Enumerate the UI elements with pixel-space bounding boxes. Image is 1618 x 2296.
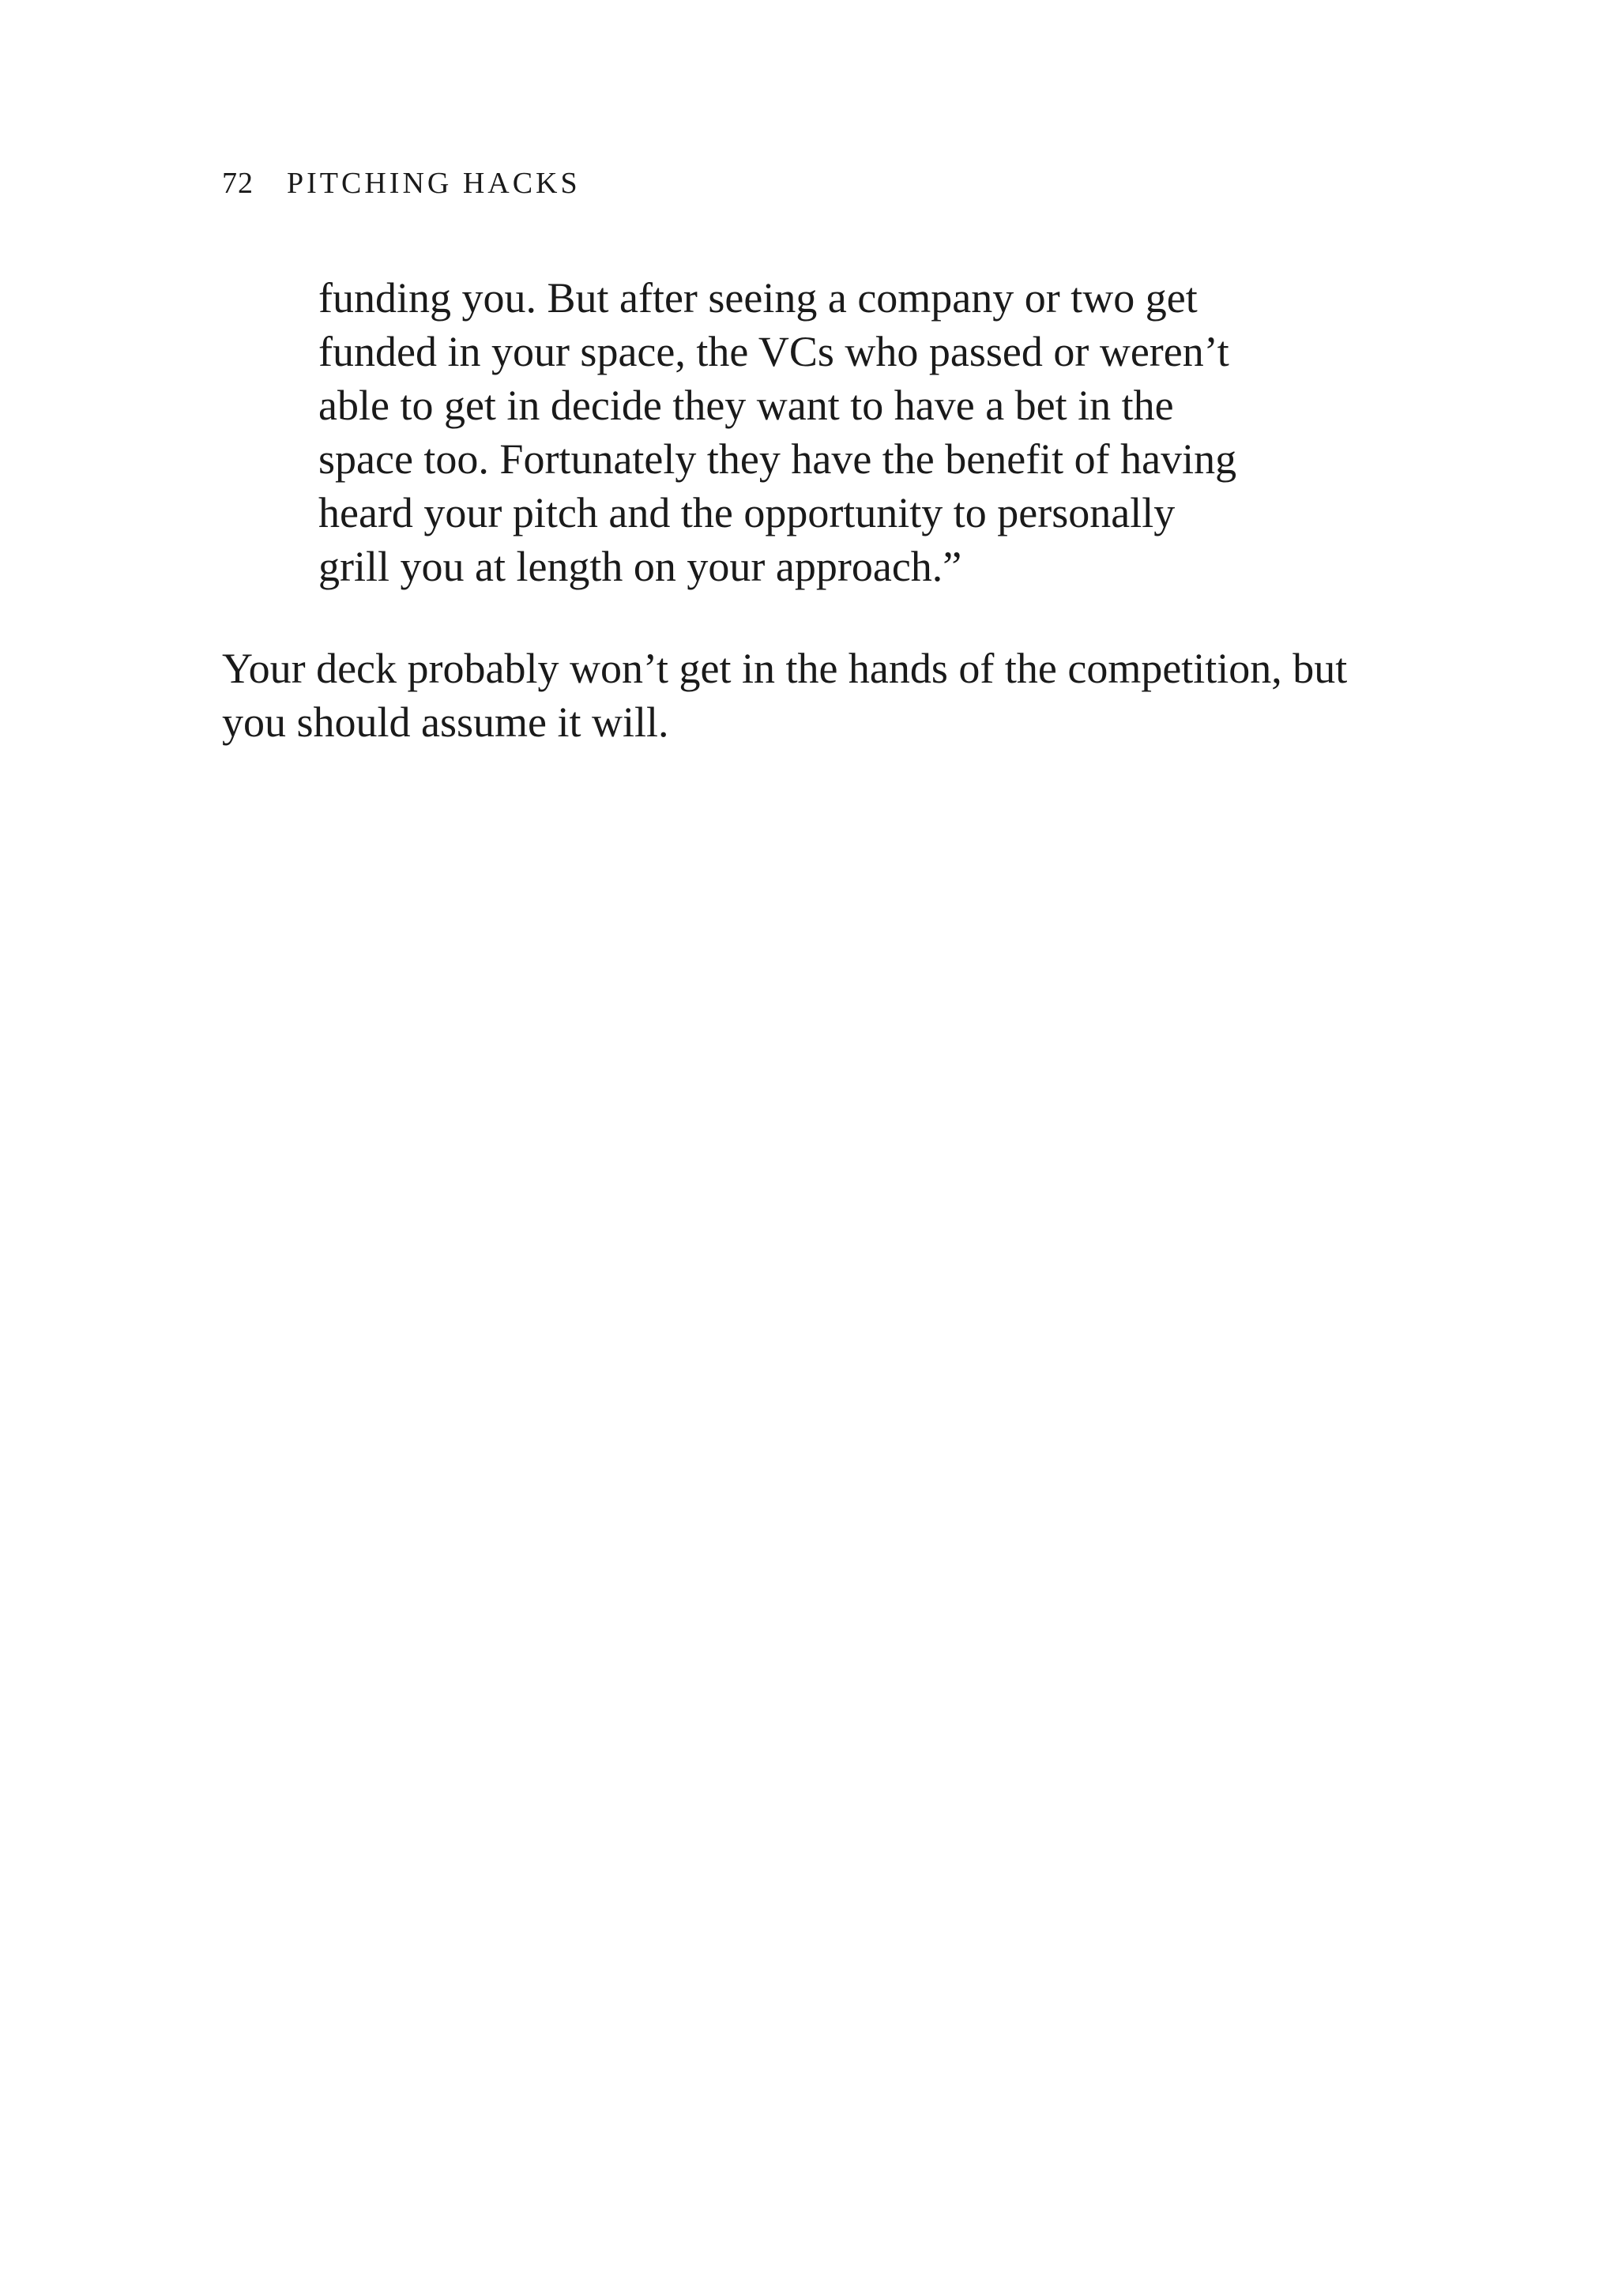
- paragraph-line: you should assume it will.: [222, 698, 669, 746]
- quote-line: able to get in decide they want to have a bet in the: [318, 382, 1174, 429]
- quote-line: funding you. But after seeing a company or two get: [318, 274, 1198, 322]
- body-paragraph: [222, 642, 1486, 749]
- page-number: 72: [222, 167, 254, 200]
- block-quote: [318, 271, 1424, 593]
- quote-line: space too. Fortunately they have the benefit of having: [318, 435, 1237, 483]
- running-head: [222, 166, 581, 201]
- quote-line: funded in your space, the VCs who passed or weren’t: [318, 328, 1229, 375]
- running-title: PITCHING HACKS: [287, 167, 581, 200]
- quote-line: grill you at length on your approach.”: [318, 543, 962, 590]
- paragraph-line: Your deck probably won’t get in the hands of the competition, but: [222, 645, 1348, 692]
- quote-line: heard your pitch and the opportunity to personally: [318, 489, 1176, 536]
